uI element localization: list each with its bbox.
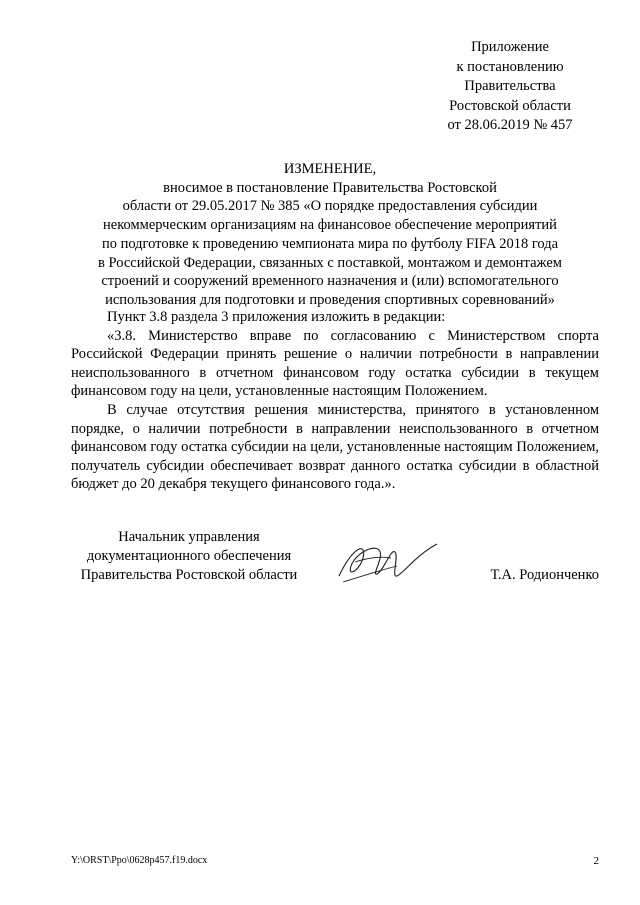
- heading-line: по подготовке к проведению чемпионата мира по футболу FIFA 2018 года: [101, 235, 559, 252]
- signatory-title-line: Начальник управления: [118, 529, 260, 545]
- heading-line: использования для подготовки и проведения спортивных соревнований»: [105, 291, 555, 308]
- document-title: ИЗМЕНЕНИЕ,: [283, 161, 377, 177]
- signatory-title: [71, 528, 307, 585]
- appendix-line: Правительства: [464, 78, 556, 94]
- appendix-line: к постановлению: [456, 58, 564, 75]
- body-paragraph: В случае отсутствия решения министерства, принятого в установленном порядке, о наличии потребности в направлении неиспользованного в отчетном финансовом году остатка субсидии на цели, установленные настоящим Положением, получатель субсидии обеспечивает возврат данного остатка субсидии в областной бюджет до 20 декабря текущего финансового года.».: [71, 401, 599, 493]
- signatory-title-line: документационного обеспечения: [86, 548, 292, 564]
- signatory-title-line: Правительства Ростовской области: [80, 567, 298, 583]
- appendix-line: от 28.06.2019 № 457: [447, 117, 573, 133]
- appendix-line: Приложение: [471, 39, 549, 55]
- heading-line: области от 29.05.2017 № 385 «О порядке предоставления субсидии: [122, 198, 538, 215]
- file-path: Y:\ORST\Ppo\0628p457.f19.docx: [71, 855, 208, 866]
- page-number: 2: [593, 855, 599, 867]
- body-paragraph: Пункт 3.8 раздела 3 приложения изложить в редакции:: [107, 309, 446, 325]
- heading-line: в Российской Федерации, связанных с поставкой, монтажом и демонтажем: [98, 254, 562, 271]
- signatory-name: Т.А. Родионченко: [490, 567, 599, 583]
- heading-line: некоммерческим организациям на финансовое обеспечение мероприятий: [103, 217, 557, 234]
- handwritten-signature: [333, 536, 443, 590]
- appendix-header: [400, 38, 620, 136]
- body-paragraph: «3.8. Министерство вправе по согласованию с Министерством спорта Российской Федерации принять решение о наличии потребности в направлении неиспользованного в отчетном финансовом году остатка субсидии в текущем финансовом году на цели, установленные настоящим Положением.: [71, 327, 599, 400]
- appendix-line: Ростовской области: [449, 97, 571, 114]
- document-body: [71, 308, 599, 494]
- signature-block: [71, 528, 599, 598]
- heading-line: строений и сооружений временного назначения и (или) вспомогательного: [101, 273, 559, 290]
- heading-line: вносимое в постановление Правительства Ростовской: [163, 179, 497, 196]
- document-heading: [60, 160, 600, 310]
